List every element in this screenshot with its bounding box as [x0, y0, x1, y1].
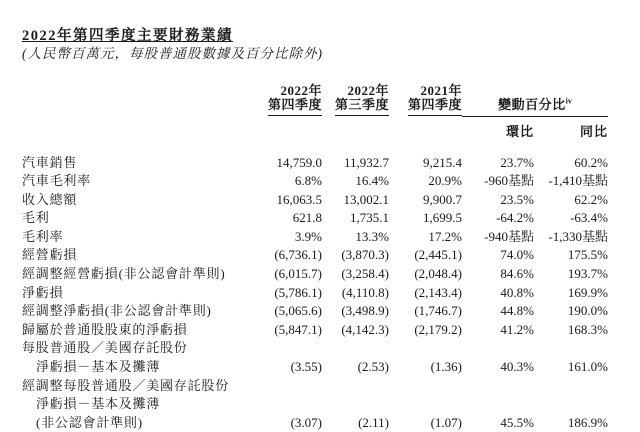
row-label: 收入總額 [22, 191, 78, 207]
cell-value: (5,847.1) [274, 321, 322, 337]
cell-value [262, 339, 322, 358]
cell-value [322, 339, 389, 358]
header-spacer [22, 84, 262, 116]
cell-value: (1.36) [430, 359, 462, 375]
col-header-2022-q3-year: 2022年 [347, 83, 389, 98]
col-header-change-percent-label: 變動百分比 [498, 96, 566, 112]
cell-value [534, 395, 608, 414]
col-header-2021-q4 [389, 84, 462, 116]
row-label: 淨虧損－基本及攤薄 [36, 359, 161, 375]
col-header-2022-q4 [262, 84, 322, 116]
table-row [22, 284, 608, 303]
cell-value: (3.07) [290, 414, 322, 430]
table-row [22, 414, 608, 432]
cell-value: -940基點 [484, 228, 534, 244]
cell-value: 62.2% [574, 191, 608, 207]
col-header-2022-q3 [322, 84, 389, 116]
row-label: 經營虧損 [22, 247, 78, 263]
cell-value: -960基點 [484, 173, 534, 189]
cell-value: 1,699.5 [423, 210, 462, 226]
table-row [22, 358, 608, 377]
cell-value: (2,048.4) [414, 266, 462, 282]
financial-results-table [22, 84, 608, 432]
cell-value: 23.5% [500, 191, 534, 207]
cell-value [322, 377, 389, 396]
col-header-2021-q4-quarter: 第四季度 [407, 97, 462, 112]
cell-value: 190.0% [567, 303, 608, 319]
cell-value: 41.2% [500, 321, 534, 337]
table-row [22, 172, 608, 191]
row-label: 毛利率 [22, 228, 64, 244]
cell-value [462, 395, 534, 414]
cell-value: 621.8 [292, 210, 322, 226]
cell-value: (2,445.1) [414, 247, 462, 263]
cell-value: 11,932.7 [343, 154, 389, 170]
cell-value [322, 395, 389, 414]
table-row [22, 228, 608, 247]
table-row [22, 246, 608, 265]
cell-value: 1,735.1 [350, 210, 389, 226]
cell-value: (6,015.7) [274, 266, 322, 282]
table-row [22, 339, 608, 358]
cell-value: (4,110.8) [341, 284, 389, 300]
cell-value: -1,410基點 [548, 173, 608, 189]
cell-value: (4,142.3) [341, 321, 389, 337]
cell-value: -1,330基點 [548, 228, 608, 244]
cell-value: 74.0% [500, 247, 534, 263]
cell-value: 13.3% [355, 228, 389, 244]
cell-value: 193.7% [567, 266, 608, 282]
cell-value: 44.8% [500, 303, 534, 319]
table-row [22, 265, 608, 284]
row-label: 汽車銷售 [22, 154, 78, 170]
cell-value [262, 395, 322, 414]
cell-value: 161.0% [567, 359, 608, 375]
table-row [22, 377, 608, 396]
cell-value: (2,143.4) [414, 284, 462, 300]
cell-value: 23.7% [500, 154, 534, 170]
cell-value: (2.53) [357, 359, 389, 375]
row-label: 每股普通股／美國存託股份 [22, 340, 188, 356]
footnote-marker-iv: iv [565, 96, 572, 106]
cell-value: 14,759.0 [276, 154, 322, 170]
table-row [22, 302, 608, 321]
cell-value: 40.3% [500, 359, 534, 375]
cell-value: 9,900.7 [423, 191, 462, 207]
cell-value: (3,258.4) [341, 266, 389, 282]
row-label: 淨虧損－基本及攤薄 [36, 396, 161, 412]
header-row-periods [22, 84, 608, 116]
cell-value: 3.9% [294, 228, 322, 244]
cell-value: (3,870.3) [341, 247, 389, 263]
table-row [22, 395, 608, 414]
row-label: 經調整經營虧損(非公認會計準則) [22, 266, 226, 282]
cell-value: 169.9% [567, 284, 608, 300]
col-header-2022-q4-year: 2022年 [280, 83, 322, 98]
header-row-sub [22, 116, 608, 154]
cell-value: (6,736.1) [274, 247, 322, 263]
cell-value [462, 377, 534, 396]
cell-value [389, 339, 462, 358]
cell-value: 175.5% [567, 247, 608, 263]
cell-value: (3.55) [290, 359, 322, 375]
cell-value [534, 377, 608, 396]
cell-value: 60.2% [574, 154, 608, 170]
row-label: 毛利 [22, 210, 50, 226]
row-label: 歸屬於普通股股東的淨虧損 [22, 321, 188, 337]
col-header-yoy: 同比 [579, 123, 608, 139]
cell-value [389, 395, 462, 414]
cell-value: 17.2% [428, 228, 462, 244]
cell-value: 168.3% [567, 321, 608, 337]
cell-value: 13,002.1 [343, 191, 389, 207]
cell-value: 16.4% [355, 173, 389, 189]
col-header-2022-q3-quarter: 第三季度 [334, 97, 389, 112]
row-label: 淨虧損 [22, 284, 64, 300]
cell-value [462, 339, 534, 358]
table-row [22, 191, 608, 210]
cell-value: 9,215.4 [423, 154, 462, 170]
cell-value: -64.2% [496, 210, 534, 226]
cell-value: (1.07) [430, 414, 462, 430]
cell-value: (5,786.1) [274, 284, 322, 300]
row-label: (非公認會計準則) [36, 414, 143, 430]
cell-value: -63.4% [570, 210, 608, 226]
cell-value: 20.9% [428, 173, 462, 189]
cell-value [534, 339, 608, 358]
table-row [22, 154, 608, 173]
page-subtitle: (人民幣百萬元，每股普通股數據及百分比除外) [22, 46, 323, 61]
col-header-qoq: 環比 [505, 123, 534, 139]
cell-value: 186.9% [567, 414, 608, 430]
col-header-change-percent [462, 84, 608, 116]
cell-value: 16,063.5 [276, 191, 322, 207]
row-label: 經調整每股普通股／美國存託股份 [22, 377, 230, 393]
cell-value: 6.8% [294, 173, 322, 189]
cell-value: 84.6% [500, 266, 534, 282]
row-label: 經調整淨虧損(非公認會計準則) [22, 303, 212, 319]
page-title: 2022年第四季度主要財務業績 [22, 28, 233, 44]
cell-value: (3,498.9) [341, 303, 389, 319]
col-header-2021-q4-year: 2021年 [420, 83, 462, 98]
cell-value: (1,746.7) [414, 303, 462, 319]
cell-value [389, 377, 462, 396]
cell-value: 45.5% [500, 414, 534, 430]
table-row [22, 209, 608, 228]
cell-value [262, 377, 322, 396]
col-header-2022-q4-quarter: 第四季度 [267, 97, 322, 112]
cell-value: (2,179.2) [414, 321, 462, 337]
cell-value: (5,065.6) [274, 303, 322, 319]
cell-value: 40.8% [500, 284, 534, 300]
cell-value: (2.11) [358, 414, 389, 430]
table-row [22, 321, 608, 340]
row-label: 汽車毛利率 [22, 173, 92, 189]
table-body [22, 154, 608, 432]
